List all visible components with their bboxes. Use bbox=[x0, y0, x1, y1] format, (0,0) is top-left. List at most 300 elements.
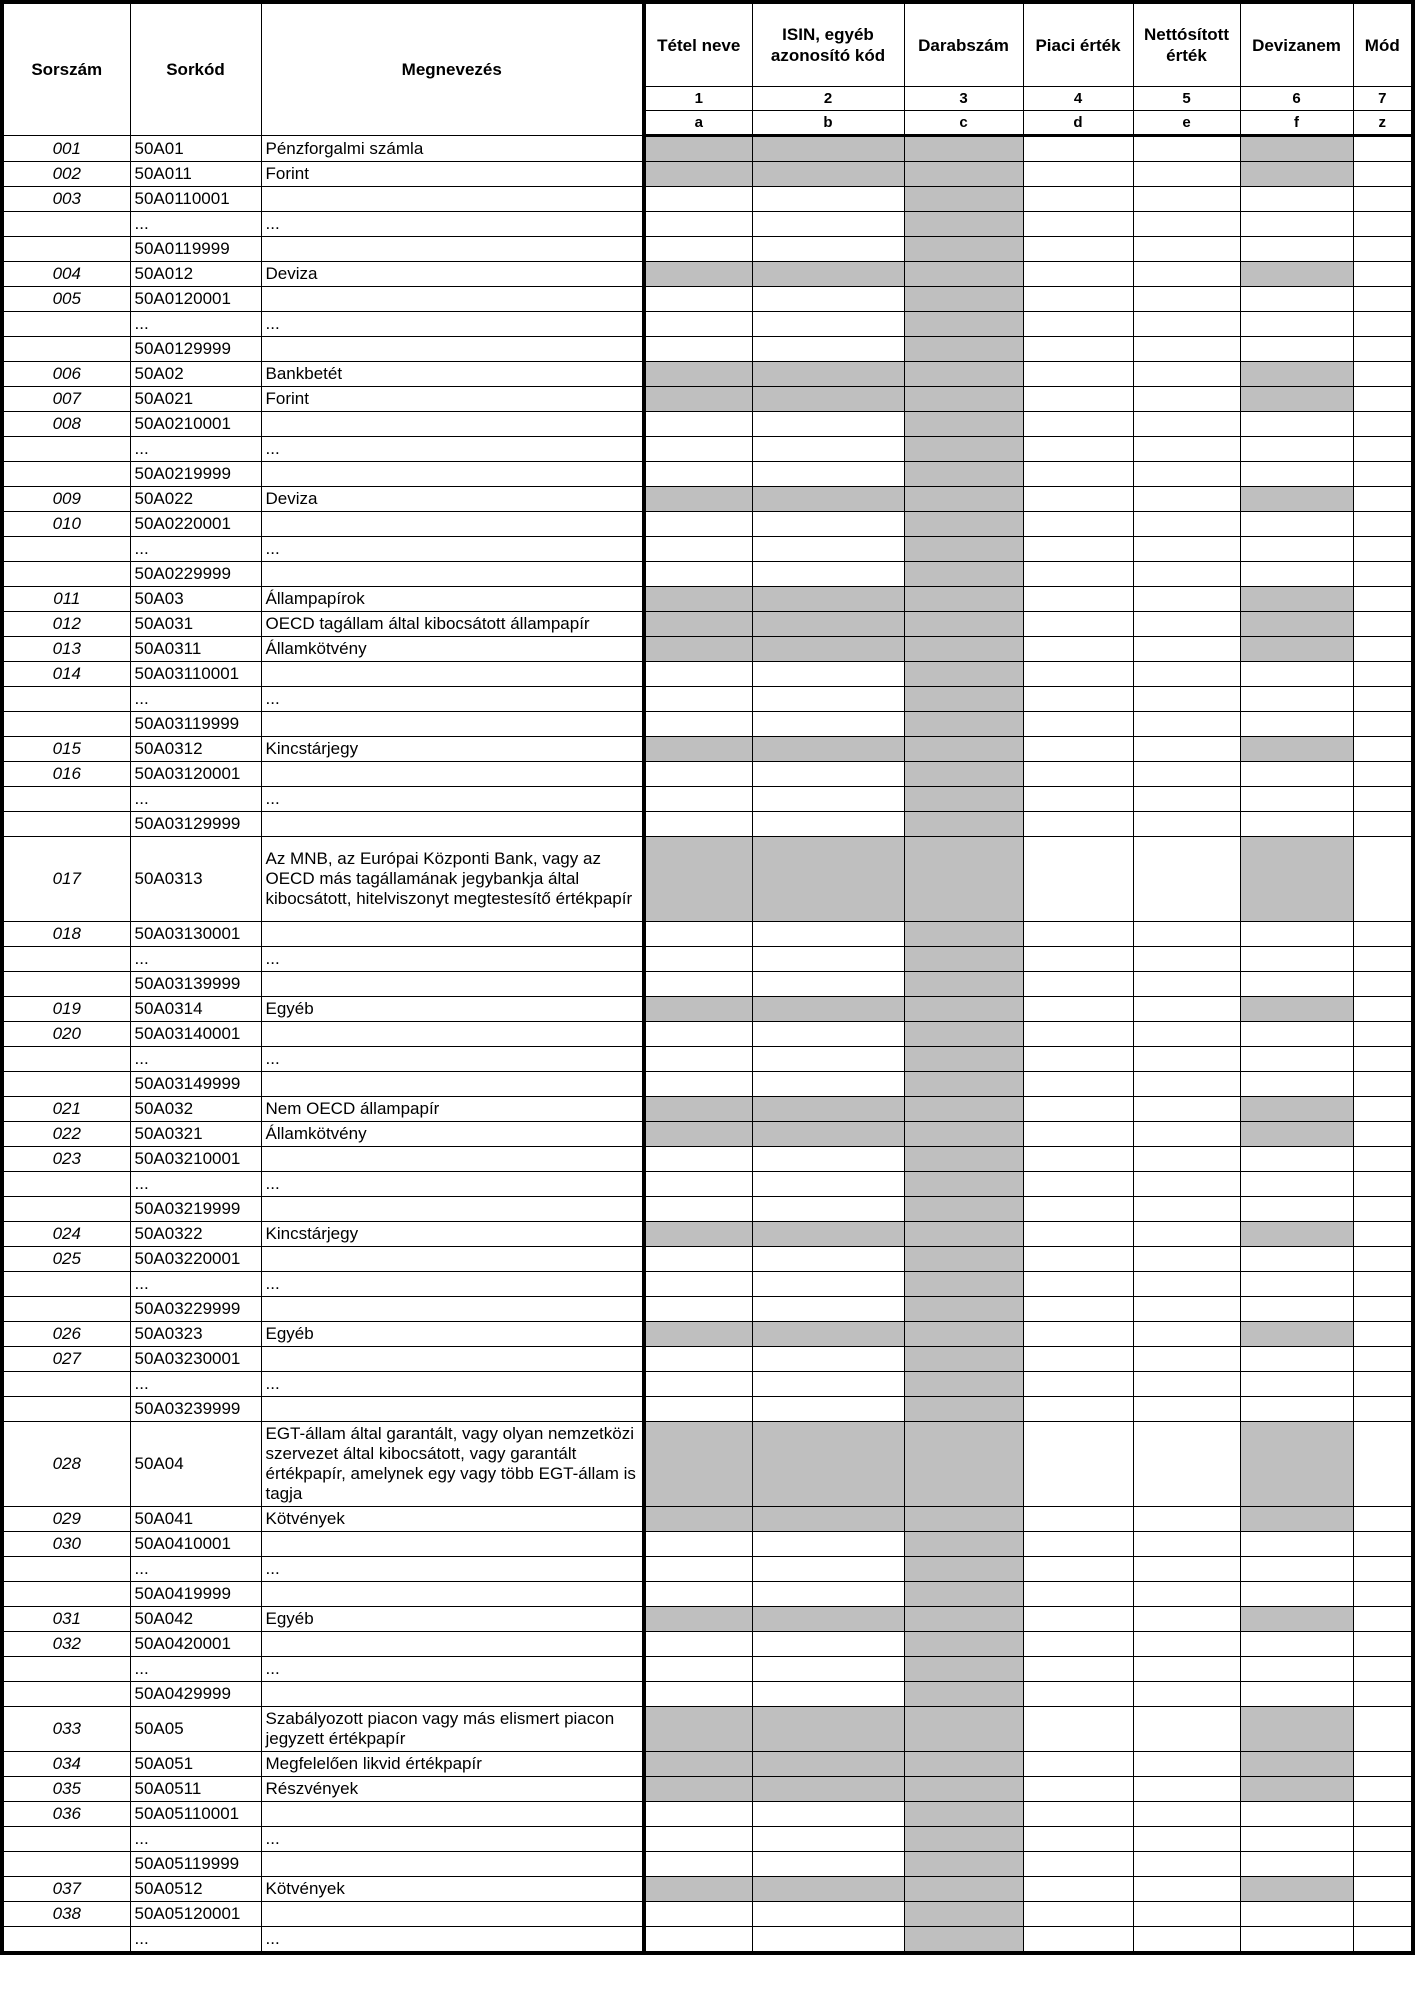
cell-col-2[interactable] bbox=[752, 1632, 904, 1657]
cell-col-5[interactable] bbox=[1133, 1372, 1240, 1397]
cell-col-1[interactable] bbox=[644, 1372, 752, 1397]
cell-col-6[interactable] bbox=[1240, 1852, 1353, 1877]
cell-col-2[interactable] bbox=[752, 1047, 904, 1072]
cell-col-7[interactable] bbox=[1353, 562, 1413, 587]
cell-col-6[interactable] bbox=[1240, 287, 1353, 312]
cell-col-4[interactable] bbox=[1023, 1372, 1133, 1397]
cell-col-7[interactable] bbox=[1353, 712, 1413, 737]
cell-col-4[interactable] bbox=[1023, 1582, 1133, 1607]
cell-col-5[interactable] bbox=[1133, 587, 1240, 612]
cell-col-4[interactable] bbox=[1023, 712, 1133, 737]
cell-col-7[interactable] bbox=[1353, 1222, 1413, 1247]
cell-col-1[interactable] bbox=[644, 1582, 752, 1607]
cell-col-6[interactable] bbox=[1240, 412, 1353, 437]
cell-col-4[interactable] bbox=[1023, 1247, 1133, 1272]
cell-col-7[interactable] bbox=[1353, 1902, 1413, 1927]
cell-col-5[interactable] bbox=[1133, 412, 1240, 437]
cell-col-6[interactable] bbox=[1240, 947, 1353, 972]
cell-col-6[interactable] bbox=[1240, 1532, 1353, 1557]
cell-col-5[interactable] bbox=[1133, 512, 1240, 537]
cell-col-6[interactable] bbox=[1240, 1657, 1353, 1682]
cell-col-7[interactable] bbox=[1353, 812, 1413, 837]
cell-col-7[interactable] bbox=[1353, 612, 1413, 637]
cell-col-4[interactable] bbox=[1023, 562, 1133, 587]
cell-col-7[interactable] bbox=[1353, 1557, 1413, 1582]
cell-col-2[interactable] bbox=[752, 947, 904, 972]
cell-col-5[interactable] bbox=[1133, 237, 1240, 262]
cell-col-2[interactable] bbox=[752, 212, 904, 237]
cell-col-1[interactable] bbox=[644, 1272, 752, 1297]
cell-col-1[interactable] bbox=[644, 662, 752, 687]
cell-col-5[interactable] bbox=[1133, 922, 1240, 947]
cell-col-7[interactable] bbox=[1353, 1657, 1413, 1682]
cell-col-1[interactable] bbox=[644, 1852, 752, 1877]
cell-col-5[interactable] bbox=[1133, 437, 1240, 462]
cell-col-4[interactable] bbox=[1023, 262, 1133, 287]
cell-col-2[interactable] bbox=[752, 287, 904, 312]
cell-col-4[interactable] bbox=[1023, 212, 1133, 237]
cell-col-6[interactable] bbox=[1240, 237, 1353, 262]
cell-col-7[interactable] bbox=[1353, 1927, 1413, 1954]
cell-col-4[interactable] bbox=[1023, 1322, 1133, 1347]
cell-col-7[interactable] bbox=[1353, 1297, 1413, 1322]
cell-col-5[interactable] bbox=[1133, 1172, 1240, 1197]
cell-col-7[interactable] bbox=[1353, 212, 1413, 237]
cell-col-5[interactable] bbox=[1133, 187, 1240, 212]
cell-col-4[interactable] bbox=[1023, 997, 1133, 1022]
cell-col-5[interactable] bbox=[1133, 1347, 1240, 1372]
cell-col-4[interactable] bbox=[1023, 537, 1133, 562]
cell-col-6[interactable] bbox=[1240, 512, 1353, 537]
cell-col-4[interactable] bbox=[1023, 1657, 1133, 1682]
cell-col-7[interactable] bbox=[1353, 1072, 1413, 1097]
cell-col-5[interactable] bbox=[1133, 1607, 1240, 1632]
cell-col-5[interactable] bbox=[1133, 1072, 1240, 1097]
cell-col-1[interactable] bbox=[644, 787, 752, 812]
cell-col-1[interactable] bbox=[644, 212, 752, 237]
cell-col-7[interactable] bbox=[1353, 387, 1413, 412]
cell-col-1[interactable] bbox=[644, 512, 752, 537]
cell-col-5[interactable] bbox=[1133, 1752, 1240, 1777]
cell-col-6[interactable] bbox=[1240, 462, 1353, 487]
cell-col-7[interactable] bbox=[1353, 1372, 1413, 1397]
cell-col-7[interactable] bbox=[1353, 1247, 1413, 1272]
cell-col-7[interactable] bbox=[1353, 762, 1413, 787]
cell-col-6[interactable] bbox=[1240, 187, 1353, 212]
cell-col-7[interactable] bbox=[1353, 1422, 1413, 1507]
cell-col-6[interactable] bbox=[1240, 437, 1353, 462]
cell-col-6[interactable] bbox=[1240, 1072, 1353, 1097]
cell-col-5[interactable] bbox=[1133, 1272, 1240, 1297]
cell-col-7[interactable] bbox=[1353, 737, 1413, 762]
cell-col-5[interactable] bbox=[1133, 1122, 1240, 1147]
cell-col-7[interactable] bbox=[1353, 1172, 1413, 1197]
cell-col-6[interactable] bbox=[1240, 312, 1353, 337]
cell-col-1[interactable] bbox=[644, 1397, 752, 1422]
cell-col-5[interactable] bbox=[1133, 1827, 1240, 1852]
cell-col-6[interactable] bbox=[1240, 1682, 1353, 1707]
cell-col-5[interactable] bbox=[1133, 947, 1240, 972]
cell-col-4[interactable] bbox=[1023, 1097, 1133, 1122]
cell-col-2[interactable] bbox=[752, 187, 904, 212]
cell-col-5[interactable] bbox=[1133, 1707, 1240, 1752]
cell-col-5[interactable] bbox=[1133, 1322, 1240, 1347]
cell-col-7[interactable] bbox=[1353, 997, 1413, 1022]
cell-col-1[interactable] bbox=[644, 1072, 752, 1097]
cell-col-4[interactable] bbox=[1023, 1197, 1133, 1222]
cell-col-6[interactable] bbox=[1240, 1397, 1353, 1422]
cell-col-4[interactable] bbox=[1023, 1507, 1133, 1532]
cell-col-5[interactable] bbox=[1133, 1632, 1240, 1657]
cell-col-6[interactable] bbox=[1240, 1022, 1353, 1047]
cell-col-1[interactable] bbox=[644, 1147, 752, 1172]
cell-col-6[interactable] bbox=[1240, 212, 1353, 237]
cell-col-7[interactable] bbox=[1353, 1532, 1413, 1557]
cell-col-2[interactable] bbox=[752, 537, 904, 562]
cell-col-4[interactable] bbox=[1023, 1802, 1133, 1827]
cell-col-2[interactable] bbox=[752, 1682, 904, 1707]
cell-col-7[interactable] bbox=[1353, 1752, 1413, 1777]
cell-col-4[interactable] bbox=[1023, 1607, 1133, 1632]
cell-col-4[interactable] bbox=[1023, 687, 1133, 712]
cell-col-1[interactable] bbox=[644, 412, 752, 437]
cell-col-7[interactable] bbox=[1353, 1272, 1413, 1297]
cell-col-2[interactable] bbox=[752, 1927, 904, 1954]
cell-col-1[interactable] bbox=[644, 1532, 752, 1557]
cell-col-5[interactable] bbox=[1133, 1657, 1240, 1682]
cell-col-7[interactable] bbox=[1353, 1877, 1413, 1902]
cell-col-6[interactable] bbox=[1240, 812, 1353, 837]
cell-col-1[interactable] bbox=[644, 187, 752, 212]
cell-col-6[interactable] bbox=[1240, 1582, 1353, 1607]
cell-col-5[interactable] bbox=[1133, 337, 1240, 362]
cell-col-4[interactable] bbox=[1023, 637, 1133, 662]
cell-col-4[interactable] bbox=[1023, 1072, 1133, 1097]
cell-col-1[interactable] bbox=[644, 1347, 752, 1372]
cell-col-7[interactable] bbox=[1353, 1197, 1413, 1222]
cell-col-5[interactable] bbox=[1133, 1397, 1240, 1422]
cell-col-2[interactable] bbox=[752, 312, 904, 337]
cell-col-7[interactable] bbox=[1353, 1802, 1413, 1827]
cell-col-2[interactable] bbox=[752, 1802, 904, 1827]
cell-col-2[interactable] bbox=[752, 237, 904, 262]
cell-col-6[interactable] bbox=[1240, 762, 1353, 787]
cell-col-7[interactable] bbox=[1353, 412, 1413, 437]
cell-col-5[interactable] bbox=[1133, 287, 1240, 312]
cell-col-6[interactable] bbox=[1240, 1827, 1353, 1852]
cell-col-4[interactable] bbox=[1023, 337, 1133, 362]
cell-col-2[interactable] bbox=[752, 562, 904, 587]
cell-col-2[interactable] bbox=[752, 762, 904, 787]
cell-col-7[interactable] bbox=[1353, 1147, 1413, 1172]
cell-col-1[interactable] bbox=[644, 312, 752, 337]
cell-col-1[interactable] bbox=[644, 922, 752, 947]
cell-col-1[interactable] bbox=[644, 1247, 752, 1272]
cell-col-6[interactable] bbox=[1240, 1197, 1353, 1222]
cell-col-2[interactable] bbox=[752, 1347, 904, 1372]
cell-col-1[interactable] bbox=[644, 1047, 752, 1072]
cell-col-1[interactable] bbox=[644, 437, 752, 462]
cell-col-1[interactable] bbox=[644, 1022, 752, 1047]
cell-col-6[interactable] bbox=[1240, 1802, 1353, 1827]
cell-col-5[interactable] bbox=[1133, 136, 1240, 162]
cell-col-4[interactable] bbox=[1023, 287, 1133, 312]
cell-col-7[interactable] bbox=[1353, 662, 1413, 687]
cell-col-1[interactable] bbox=[644, 762, 752, 787]
cell-col-5[interactable] bbox=[1133, 1197, 1240, 1222]
cell-col-6[interactable] bbox=[1240, 1147, 1353, 1172]
cell-col-5[interactable] bbox=[1133, 1557, 1240, 1582]
cell-col-2[interactable] bbox=[752, 1197, 904, 1222]
cell-col-4[interactable] bbox=[1023, 762, 1133, 787]
cell-col-2[interactable] bbox=[752, 1582, 904, 1607]
cell-col-2[interactable] bbox=[752, 1397, 904, 1422]
cell-col-4[interactable] bbox=[1023, 162, 1133, 187]
cell-col-7[interactable] bbox=[1353, 1122, 1413, 1147]
cell-col-5[interactable] bbox=[1133, 997, 1240, 1022]
cell-col-4[interactable] bbox=[1023, 1777, 1133, 1802]
cell-col-5[interactable] bbox=[1133, 612, 1240, 637]
cell-col-4[interactable] bbox=[1023, 1422, 1133, 1507]
cell-col-1[interactable] bbox=[644, 1802, 752, 1827]
cell-col-5[interactable] bbox=[1133, 712, 1240, 737]
cell-col-7[interactable] bbox=[1353, 1682, 1413, 1707]
cell-col-7[interactable] bbox=[1353, 512, 1413, 537]
cell-col-4[interactable] bbox=[1023, 947, 1133, 972]
cell-col-2[interactable] bbox=[752, 1022, 904, 1047]
cell-col-4[interactable] bbox=[1023, 1827, 1133, 1852]
cell-col-1[interactable] bbox=[644, 237, 752, 262]
cell-col-7[interactable] bbox=[1353, 922, 1413, 947]
cell-col-5[interactable] bbox=[1133, 1247, 1240, 1272]
cell-col-5[interactable] bbox=[1133, 1297, 1240, 1322]
cell-col-4[interactable] bbox=[1023, 1632, 1133, 1657]
cell-col-1[interactable] bbox=[644, 972, 752, 997]
cell-col-4[interactable] bbox=[1023, 1022, 1133, 1047]
cell-col-4[interactable] bbox=[1023, 387, 1133, 412]
cell-col-7[interactable] bbox=[1353, 462, 1413, 487]
cell-col-4[interactable] bbox=[1023, 437, 1133, 462]
cell-col-7[interactable] bbox=[1353, 837, 1413, 922]
cell-col-7[interactable] bbox=[1353, 337, 1413, 362]
cell-col-5[interactable] bbox=[1133, 362, 1240, 387]
cell-col-2[interactable] bbox=[752, 687, 904, 712]
cell-col-7[interactable] bbox=[1353, 1097, 1413, 1122]
cell-col-5[interactable] bbox=[1133, 312, 1240, 337]
cell-col-5[interactable] bbox=[1133, 162, 1240, 187]
cell-col-6[interactable] bbox=[1240, 1372, 1353, 1397]
cell-col-1[interactable] bbox=[644, 687, 752, 712]
cell-col-4[interactable] bbox=[1023, 1877, 1133, 1902]
cell-col-7[interactable] bbox=[1353, 1322, 1413, 1347]
cell-col-4[interactable] bbox=[1023, 1902, 1133, 1927]
cell-col-2[interactable] bbox=[752, 1272, 904, 1297]
cell-col-5[interactable] bbox=[1133, 462, 1240, 487]
cell-col-6[interactable] bbox=[1240, 922, 1353, 947]
cell-col-4[interactable] bbox=[1023, 1272, 1133, 1297]
cell-col-5[interactable] bbox=[1133, 812, 1240, 837]
cell-col-2[interactable] bbox=[752, 972, 904, 997]
cell-col-5[interactable] bbox=[1133, 1022, 1240, 1047]
cell-col-6[interactable] bbox=[1240, 1047, 1353, 1072]
cell-col-6[interactable] bbox=[1240, 1557, 1353, 1582]
cell-col-1[interactable] bbox=[644, 562, 752, 587]
cell-col-1[interactable] bbox=[644, 1682, 752, 1707]
cell-col-5[interactable] bbox=[1133, 1047, 1240, 1072]
cell-col-7[interactable] bbox=[1353, 262, 1413, 287]
cell-col-4[interactable] bbox=[1023, 1682, 1133, 1707]
cell-col-7[interactable] bbox=[1353, 947, 1413, 972]
cell-col-6[interactable] bbox=[1240, 537, 1353, 562]
cell-col-2[interactable] bbox=[752, 437, 904, 462]
cell-col-4[interactable] bbox=[1023, 237, 1133, 262]
cell-col-1[interactable] bbox=[644, 287, 752, 312]
cell-col-2[interactable] bbox=[752, 412, 904, 437]
cell-col-6[interactable] bbox=[1240, 1297, 1353, 1322]
cell-col-1[interactable] bbox=[644, 1557, 752, 1582]
cell-col-5[interactable] bbox=[1133, 487, 1240, 512]
cell-col-2[interactable] bbox=[752, 1297, 904, 1322]
cell-col-7[interactable] bbox=[1353, 1632, 1413, 1657]
cell-col-1[interactable] bbox=[644, 1297, 752, 1322]
cell-col-4[interactable] bbox=[1023, 1347, 1133, 1372]
cell-col-2[interactable] bbox=[752, 1902, 904, 1927]
cell-col-4[interactable] bbox=[1023, 1122, 1133, 1147]
cell-col-5[interactable] bbox=[1133, 1097, 1240, 1122]
cell-col-4[interactable] bbox=[1023, 136, 1133, 162]
cell-col-4[interactable] bbox=[1023, 922, 1133, 947]
cell-col-4[interactable] bbox=[1023, 412, 1133, 437]
cell-col-2[interactable] bbox=[752, 662, 904, 687]
cell-col-5[interactable] bbox=[1133, 1802, 1240, 1827]
cell-col-1[interactable] bbox=[644, 1927, 752, 1954]
cell-col-4[interactable] bbox=[1023, 462, 1133, 487]
cell-col-5[interactable] bbox=[1133, 1877, 1240, 1902]
cell-col-5[interactable] bbox=[1133, 1582, 1240, 1607]
cell-col-2[interactable] bbox=[752, 1072, 904, 1097]
cell-col-4[interactable] bbox=[1023, 1752, 1133, 1777]
cell-col-4[interactable] bbox=[1023, 1297, 1133, 1322]
cell-col-7[interactable] bbox=[1353, 1582, 1413, 1607]
cell-col-6[interactable] bbox=[1240, 337, 1353, 362]
cell-col-7[interactable] bbox=[1353, 312, 1413, 337]
cell-col-2[interactable] bbox=[752, 922, 904, 947]
cell-col-5[interactable] bbox=[1133, 387, 1240, 412]
cell-col-7[interactable] bbox=[1353, 687, 1413, 712]
cell-col-4[interactable] bbox=[1023, 587, 1133, 612]
cell-col-5[interactable] bbox=[1133, 762, 1240, 787]
cell-col-6[interactable] bbox=[1240, 1272, 1353, 1297]
cell-col-1[interactable] bbox=[644, 1657, 752, 1682]
cell-col-6[interactable] bbox=[1240, 1172, 1353, 1197]
cell-col-1[interactable] bbox=[644, 1827, 752, 1852]
cell-col-1[interactable] bbox=[644, 537, 752, 562]
cell-col-4[interactable] bbox=[1023, 1532, 1133, 1557]
cell-col-6[interactable] bbox=[1240, 787, 1353, 812]
cell-col-7[interactable] bbox=[1353, 587, 1413, 612]
cell-col-4[interactable] bbox=[1023, 612, 1133, 637]
cell-col-7[interactable] bbox=[1353, 1507, 1413, 1532]
cell-col-2[interactable] bbox=[752, 1147, 904, 1172]
cell-col-6[interactable] bbox=[1240, 972, 1353, 997]
cell-col-7[interactable] bbox=[1353, 787, 1413, 812]
cell-col-2[interactable] bbox=[752, 1827, 904, 1852]
cell-col-6[interactable] bbox=[1240, 1927, 1353, 1954]
cell-col-7[interactable] bbox=[1353, 487, 1413, 512]
cell-col-1[interactable] bbox=[644, 1902, 752, 1927]
cell-col-7[interactable] bbox=[1353, 187, 1413, 212]
cell-col-1[interactable] bbox=[644, 712, 752, 737]
cell-col-5[interactable] bbox=[1133, 637, 1240, 662]
cell-col-7[interactable] bbox=[1353, 972, 1413, 997]
cell-col-5[interactable] bbox=[1133, 1902, 1240, 1927]
cell-col-4[interactable] bbox=[1023, 1397, 1133, 1422]
cell-col-7[interactable] bbox=[1353, 1607, 1413, 1632]
cell-col-2[interactable] bbox=[752, 1172, 904, 1197]
cell-col-1[interactable] bbox=[644, 337, 752, 362]
cell-col-7[interactable] bbox=[1353, 362, 1413, 387]
cell-col-7[interactable] bbox=[1353, 1777, 1413, 1802]
cell-col-5[interactable] bbox=[1133, 212, 1240, 237]
cell-col-5[interactable] bbox=[1133, 1422, 1240, 1507]
cell-col-5[interactable] bbox=[1133, 1222, 1240, 1247]
cell-col-7[interactable] bbox=[1353, 1397, 1413, 1422]
cell-col-4[interactable] bbox=[1023, 1172, 1133, 1197]
cell-col-6[interactable] bbox=[1240, 662, 1353, 687]
cell-col-7[interactable] bbox=[1353, 162, 1413, 187]
cell-col-4[interactable] bbox=[1023, 972, 1133, 997]
cell-col-4[interactable] bbox=[1023, 1927, 1133, 1954]
cell-col-2[interactable] bbox=[752, 1372, 904, 1397]
cell-col-5[interactable] bbox=[1133, 837, 1240, 922]
cell-col-4[interactable] bbox=[1023, 1047, 1133, 1072]
cell-col-5[interactable] bbox=[1133, 1682, 1240, 1707]
cell-col-2[interactable] bbox=[752, 712, 904, 737]
cell-col-7[interactable] bbox=[1353, 1852, 1413, 1877]
cell-col-4[interactable] bbox=[1023, 487, 1133, 512]
cell-col-4[interactable] bbox=[1023, 312, 1133, 337]
cell-col-7[interactable] bbox=[1353, 287, 1413, 312]
cell-col-7[interactable] bbox=[1353, 1827, 1413, 1852]
cell-col-7[interactable] bbox=[1353, 1707, 1413, 1752]
cell-col-2[interactable] bbox=[752, 1247, 904, 1272]
cell-col-7[interactable] bbox=[1353, 537, 1413, 562]
cell-col-1[interactable] bbox=[644, 1172, 752, 1197]
cell-col-5[interactable] bbox=[1133, 737, 1240, 762]
cell-col-4[interactable] bbox=[1023, 1707, 1133, 1752]
cell-col-6[interactable] bbox=[1240, 1902, 1353, 1927]
cell-col-7[interactable] bbox=[1353, 1047, 1413, 1072]
cell-col-5[interactable] bbox=[1133, 1507, 1240, 1532]
cell-col-7[interactable] bbox=[1353, 1022, 1413, 1047]
cell-col-5[interactable] bbox=[1133, 262, 1240, 287]
cell-col-6[interactable] bbox=[1240, 712, 1353, 737]
cell-col-2[interactable] bbox=[752, 1557, 904, 1582]
cell-col-4[interactable] bbox=[1023, 362, 1133, 387]
cell-col-2[interactable] bbox=[752, 787, 904, 812]
cell-col-4[interactable] bbox=[1023, 512, 1133, 537]
cell-col-6[interactable] bbox=[1240, 1347, 1353, 1372]
cell-col-4[interactable] bbox=[1023, 1147, 1133, 1172]
cell-col-4[interactable] bbox=[1023, 187, 1133, 212]
cell-col-5[interactable] bbox=[1133, 1532, 1240, 1557]
cell-col-1[interactable] bbox=[644, 947, 752, 972]
cell-col-4[interactable] bbox=[1023, 737, 1133, 762]
cell-col-5[interactable] bbox=[1133, 562, 1240, 587]
cell-col-5[interactable] bbox=[1133, 1147, 1240, 1172]
cell-col-5[interactable] bbox=[1133, 662, 1240, 687]
cell-col-5[interactable] bbox=[1133, 972, 1240, 997]
